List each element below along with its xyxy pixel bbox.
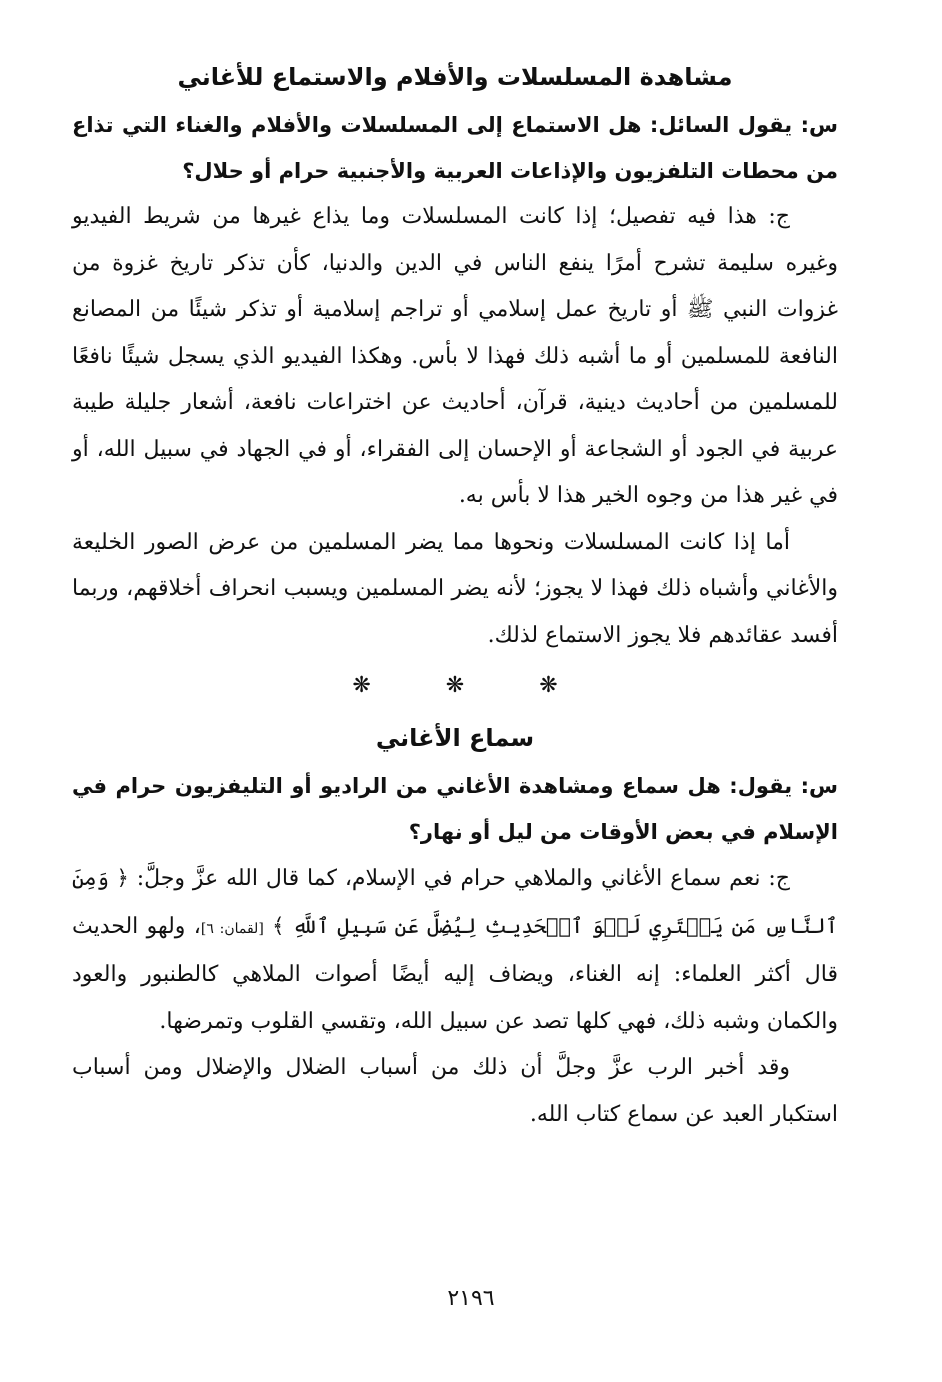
answer-paragraph-2: أما إذا كانت المسلسلات ونحوها مما يضر المسلمين من عرض الصور الخليعة والأغاني وأشباه ذلك فهذا لا يجوز؛ لأنه يضر المسلمين ويسبب انحراف أخلاقهم، وربما أفسد عقائدهم فلا يجوز الاستماع لذلك. <box>72 529 838 648</box>
quran-citation: [لقمان: ٦] <box>200 920 264 937</box>
star-ornament-icon: ❋ <box>352 673 371 698</box>
star-ornament-icon: ❋ <box>445 673 465 698</box>
answer-paragraph-1: ج: هذا فيه تفصيل؛ إذا كانت المسلسلات وما يذاع غيرها من شريط الفيديو وغيره سليمة تشرح أمرًا ينفع الناس في الدين والدنيا، كأن تذكر تاريخ غزوة من غزوات النبي ﷺ أو تاريخ عمل إسلامي أو تراجم إسلامية أو تذكر شيئًا من المصانع النافعة للمسلمين أو ما أشبه ذلك فهذا لا بأس. وهكذا الفيديو الذي يسجل شيئًا نافعًا للمسلمين من أحاديث دينية، قرآن، أحاديث عن اختراعات نافعة، أشعار جليلة طيبة عربية في الجود أو الشجاعة أو الإحسان إلى الفقراء، أو في الجهاد في سبيل الله، أو في غير هذا من وجوه الخير هذا لا بأس به. <box>72 204 838 508</box>
page-number: ٢١٩٦ <box>447 1286 495 1311</box>
section-title-series-films: مشاهدة المسلسلات والأفلام والاستماع للأغاني <box>177 63 733 91</box>
question-series-films: س: يقول السائل: هل الاستماع إلى المسلسلات والأفلام والغناء التي تذاع من محطات التلفزيون والإذاعات العربية والأجنبية حرام أو حلال؟ <box>72 113 838 183</box>
quran-verse: ﴿ وَمِنَ ٱلنَّاسِ مَن يَشۡتَرِي لَهۡوَ ٱلۡحَدِيثِ لِيُضِلَّ عَن سَبِيلِ ٱللَّهِ ﴾ <box>72 866 838 938</box>
page-content <box>72 52 838 1138</box>
answer-songs-intro: ج: نعم سماع الأغاني والملاهي حرام في الإسلام، كما قال الله عزَّ وجلَّ: <box>128 866 790 891</box>
answer-songs-paragraph-2: وقد أخبر الرب عزَّ وجلَّ أن ذلك من أسباب الضلال والإضلال ومن أسباب استكبار العبد عن سماع كتاب الله. <box>72 1055 838 1127</box>
answer-songs-continuation: ، ولهو الحديث قال أكثر العلماء: إنه الغناء، ويضاف إليه أيضًا أصوات الملاهي كالطنبور والعود والكمان وشبه ذلك، فهي كلها تصد عن سبيل الله، وتقسي القلوب وتمرضها. <box>72 913 838 1034</box>
star-ornament-icon: ❋ <box>539 673 558 698</box>
question-songs: س: يقول: هل سماع ومشاهدة الأغاني من الراديو أو التليفزيون حرام في الإسلام في بعض الأوقات من ليل أو نهار؟ <box>72 774 838 844</box>
section-title-songs: سماع الأغاني <box>375 724 535 752</box>
section-separator <box>72 659 838 713</box>
answer-songs-paragraph-1 <box>72 855 838 1045</box>
